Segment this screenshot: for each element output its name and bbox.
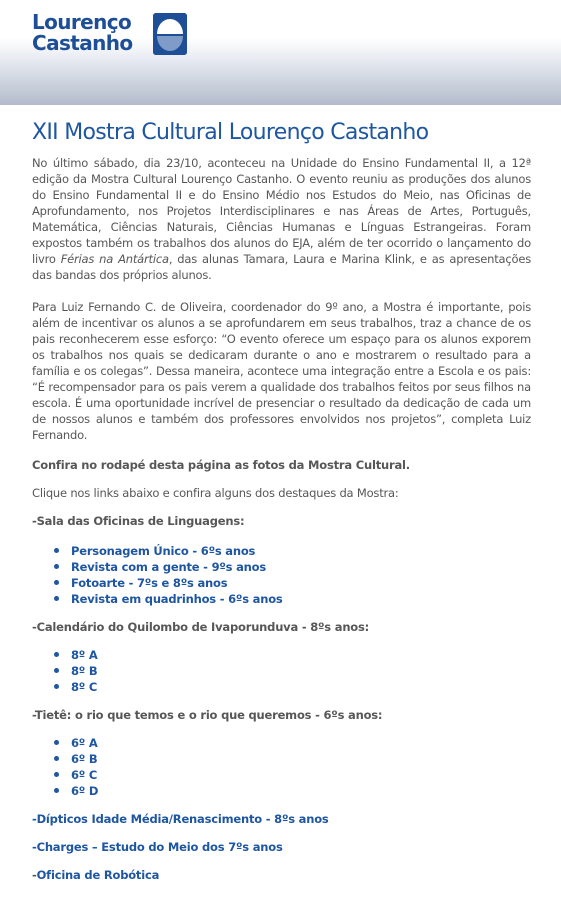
link-revista-em-quadrinhos[interactable]: Revista em quadrinhos - 6ºs anos [71, 592, 283, 606]
link-charges[interactable] [32, 839, 531, 855]
list-item [54, 679, 531, 695]
list-item [54, 647, 531, 663]
link-6b[interactable]: 6º B [71, 752, 98, 766]
book-title: Férias na Antártica [60, 252, 169, 266]
links-intro: Clique nos links abaixo e confira alguns dos destaques da Mostra: [32, 486, 399, 500]
bullet-icon [54, 756, 59, 761]
section-title-linguagens: -Sala das Oficinas de Linguagens: [32, 514, 245, 528]
bullet-icon [54, 740, 59, 745]
link-dipticos-text[interactable]: Dípticos Idade Média/Renascimento - 8ºs anos [36, 812, 329, 826]
link-personagem-unico[interactable]: Personagem Único - 6ºs anos [71, 544, 256, 558]
bullet-icon [54, 580, 59, 585]
list-item [54, 543, 531, 559]
link-8b[interactable]: 8º B [71, 664, 98, 678]
bullet-icon [54, 684, 59, 689]
section-title-tiete: -Tietê: o rio que temos e o rio que queremos - 6ºs anos: [32, 708, 383, 722]
link-6a[interactable]: 6º A [71, 736, 98, 750]
link-dash: - [32, 868, 37, 882]
bullet-icon [54, 548, 59, 553]
link-6c[interactable]: 6º C [71, 768, 98, 782]
list-item [54, 559, 531, 575]
links-list-tiete [54, 735, 531, 799]
list-item [54, 591, 531, 607]
link-robotica-text[interactable]: Oficina de Robótica [36, 868, 160, 882]
link-6d[interactable]: 6º D [71, 784, 99, 798]
bullet-icon [54, 596, 59, 601]
article-body [32, 155, 531, 883]
logo-wordmark[interactable] [32, 12, 133, 54]
logo-emblem-icon [153, 13, 187, 55]
bullet-icon [54, 668, 59, 673]
link-dash: - [32, 812, 37, 826]
section-title-calendario: -Calendário do Quilombo de Ivaporunduva - 8ºs anos: [32, 620, 370, 634]
links-list-linguagens [54, 543, 531, 607]
photos-note: Confira no rodapé desta página as fotos da Mostra Cultural. [32, 458, 410, 472]
link-fotoarte[interactable]: Fotoarte - 7ºs e 8ºs anos [71, 576, 228, 590]
link-dipticos[interactable] [32, 811, 531, 827]
link-robotica[interactable] [32, 867, 531, 883]
page-header [0, 0, 561, 105]
list-item [54, 735, 531, 751]
bullet-icon [54, 564, 59, 569]
link-dash: - [32, 840, 37, 854]
links-list-calendario [54, 647, 531, 695]
intro-paragraph [32, 155, 531, 283]
link-8c[interactable]: 8º C [71, 680, 98, 694]
list-item [54, 663, 531, 679]
bullet-icon [54, 788, 59, 793]
link-charges-text[interactable]: Charges – Estudo do Meio dos 7ºs anos [36, 840, 283, 854]
bullet-icon [54, 772, 59, 777]
logo-line-2: Castanho [32, 31, 133, 55]
intro-text-b: , das alunas Tamara, Laura e Marina Klink, e as apresentações das bandas dos próprios alunos. [32, 252, 532, 282]
bullet-icon [54, 652, 59, 657]
link-8a[interactable]: 8º A [71, 648, 98, 662]
list-item [54, 575, 531, 591]
list-item [54, 751, 531, 767]
quote-paragraph: Para Luiz Fernando C. de Oliveira, coordenador do 9º ano, a Mostra é importante, pois além de incentivar os alunos a se aprofundarem em seus trabalhos, traz a chance de os pais reconhecerem esse esforço: “O evento oferece um espaço para os alunos exporem os trabalhos nos quais se dedicaram durante o ano e mostrarem o resultado para a família e os colegas”. Dessa maneira, acontece uma integração entre a Escola e os pais: “É recompensador para os pais verem a qualidade dos trabalhos feitos por seus filhos na escola. É uma oportunidade incrível de presenciar o resultado da dedicação de cada um de nossos alunos e também dos professores envolvidos nos projetos”, completa Luiz Fernando. [32, 300, 531, 442]
page-title: XII Mostra Cultural Lourenço Castanho [32, 120, 429, 145]
article-content [0, 105, 561, 902]
link-revista-com-a-gente[interactable]: Revista com a gente - 9ºs anos [71, 560, 266, 574]
logo-line-1: Lourenço [32, 10, 132, 34]
list-item [54, 767, 531, 783]
intro-text-a: No último sábado, dia 23/10, aconteceu na Unidade do Ensino Fundamental II, a 12ª edição da Mostra Cultural Lourenço Castanho. O evento reuniu as produções dos alunos do Ensino Fundamental II e do Ensino Médio nos Estudos do Meio, nas Oficinas de Aprofundamento, nos Projetos Interdisciplinares e nas Áreas de Artes, Português, Matemática, Ciências Naturais, Ciências Humanas e Línguas Estrangeiras. Foram expostos também os trabalhos dos alunos do EJA, além de ter ocorrido o lançamento do livro [32, 156, 531, 266]
list-item [54, 783, 531, 799]
